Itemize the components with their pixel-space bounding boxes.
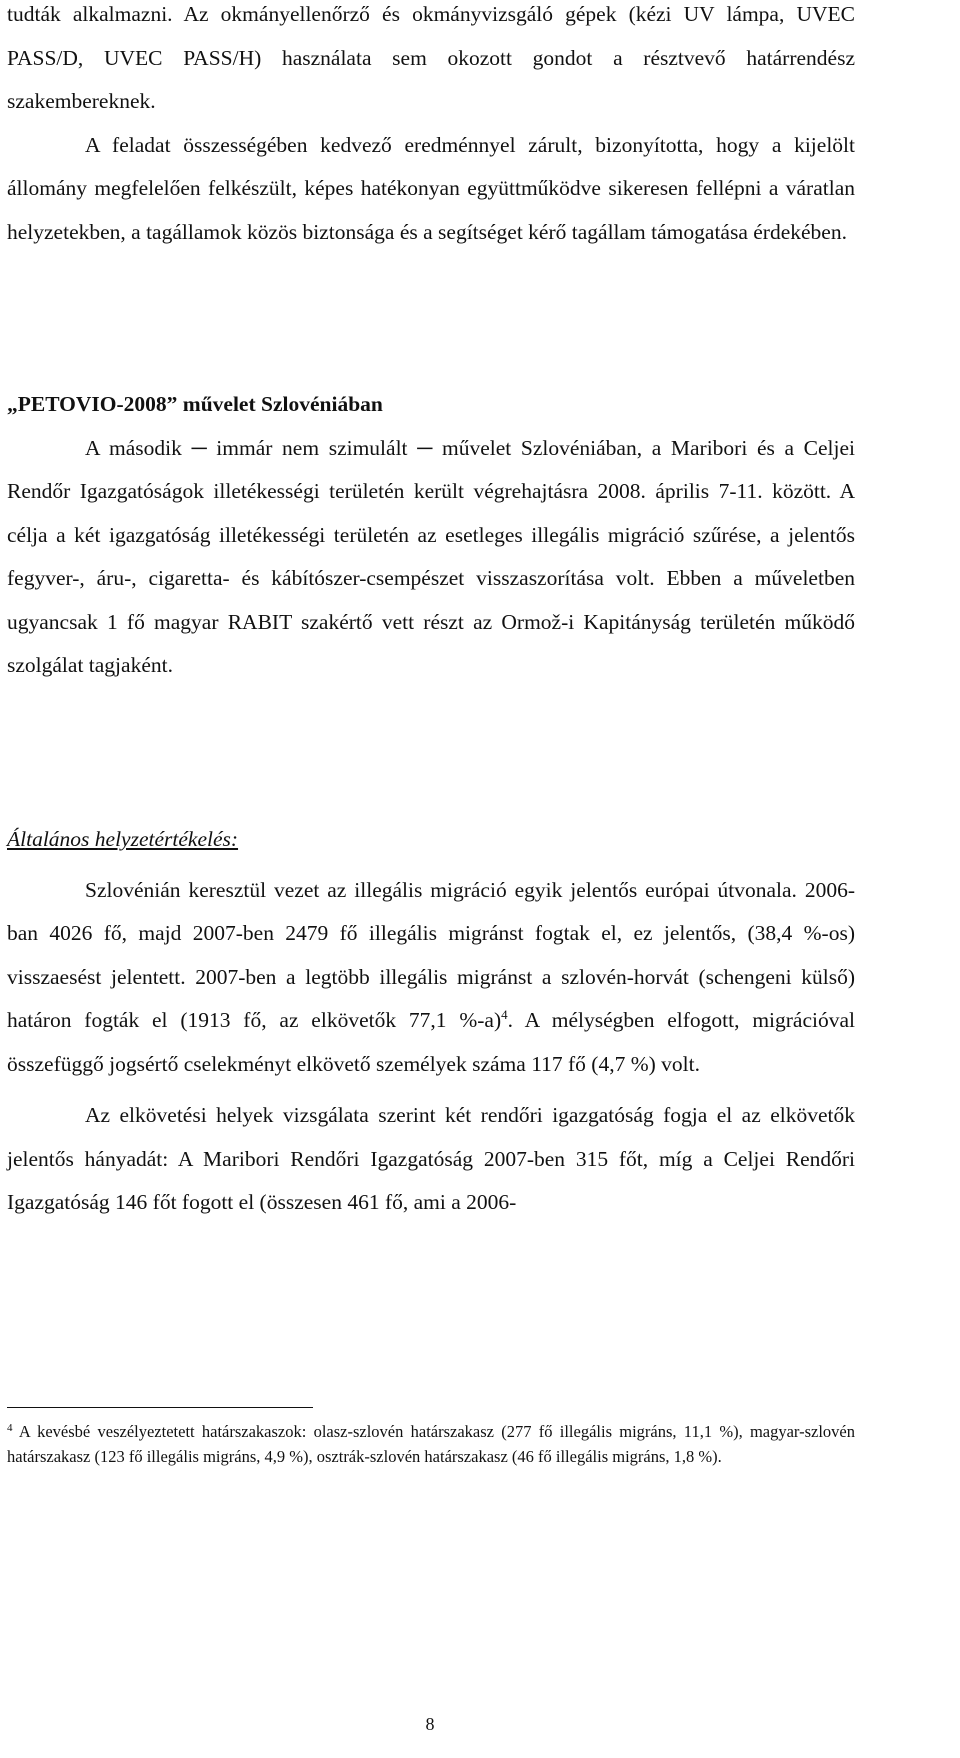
footnote-divider bbox=[7, 1407, 313, 1408]
footnote-text: A kevésbé veszélyeztetett határszakaszok: olasz-szlovén határszakasz (277 fő illegális migráns, 11,1 %), magyar-szlovén határszakasz (123 fő illegális migráns, 4,9 %), osztrák-szlovén határszakasz (46 fő illegális migráns, 1,8 %). bbox=[7, 1422, 855, 1466]
assessment-paragraph-1-text: Szlovénián keresztül vezet az illegális migráció egyik jelentős európai útvonala. 2006-ban 4026 fő, majd 2007-ben 2479 fő illegális migránst fogtak el, ez jelentős, (38,4 %-os) visszaesést jelentett. 2007-ben a legtöbb illegális migránst a szlovén-horvát (schengeni külső) határon fogták el (1913 fő, az elkövetők 77,1 %-a) bbox=[7, 877, 855, 1032]
assessment-paragraph-1 bbox=[7, 869, 855, 1087]
section-heading-assessment: Általános helyzetértékelés: bbox=[7, 827, 239, 851]
petovio-paragraph: A második ─ immár nem szimulált ─ művelet Szlovéniában, a Maribori és a Celjei Rendőr Igazgatóságok illetékességi területén került végrehajtásra 2008. április 7-11. között. A célja a két igazgatóság illetékességi területén az esetleges illegális migráció szűrése, a jelentős fegyver-, áru-, cigaretta- és kábítószer-csempészet visszaszorítása volt. Ebben a műveletben ugyancsak 1 fő magyar RABIT szakértő vett részt az Ormož-i Kapitányság területén működő szolgálat tagjaként. bbox=[7, 435, 855, 677]
assessment-paragraph-1-rest: . A mélységben elfogott, migrációval összefüggő jogsértő cselekményt elkövető személyek száma 117 fő (4,7 %) volt. bbox=[7, 1008, 855, 1076]
page-number: 8 bbox=[425, 1714, 435, 1734]
intro-paragraph-2: A feladat összességében kedvező eredménnyel zárult, bizonyította, hogy a kijelölt állomány megfelelően felkészült, képes hatékonyan együttműködve sikeresen fellépni a váratlan helyzetekben, a tagállamok közös biztonsága és a segítséget kérő tagállam támogatása érdekében. bbox=[7, 132, 855, 244]
footnote-marker: 4 bbox=[7, 1422, 13, 1434]
footnote bbox=[7, 1420, 855, 1469]
intro-block bbox=[7, 0, 855, 254]
section-petovio bbox=[7, 383, 855, 688]
section-assessment bbox=[7, 818, 855, 1225]
section-heading-petovio: „PETOVIO-2008” művelet Szlovéniában bbox=[7, 392, 383, 416]
assessment-paragraph-2: Az elkövetési helyek vizsgálata szerint két rendőri igazgatóság fogja el az elkövetők jelentős hányadát: A Maribori Rendőri Igazgatóság 2007-ben 315 főt, míg a Celjei Rendőri Igazgatóság 146 főt fogott el (összesen 461 fő, ami a 2006- bbox=[7, 1103, 855, 1214]
footnote-reference[interactable]: 4 bbox=[501, 1007, 508, 1022]
intro-paragraph-1: tudták alkalmazni. Az okmányellenőrző és okmányvizsgáló gépek (kézi UV lámpa, UVEC PASS/D, UVEC PASS/H) használata sem okozott gondot a résztvevő határrendész szakembereknek. bbox=[7, 2, 855, 113]
